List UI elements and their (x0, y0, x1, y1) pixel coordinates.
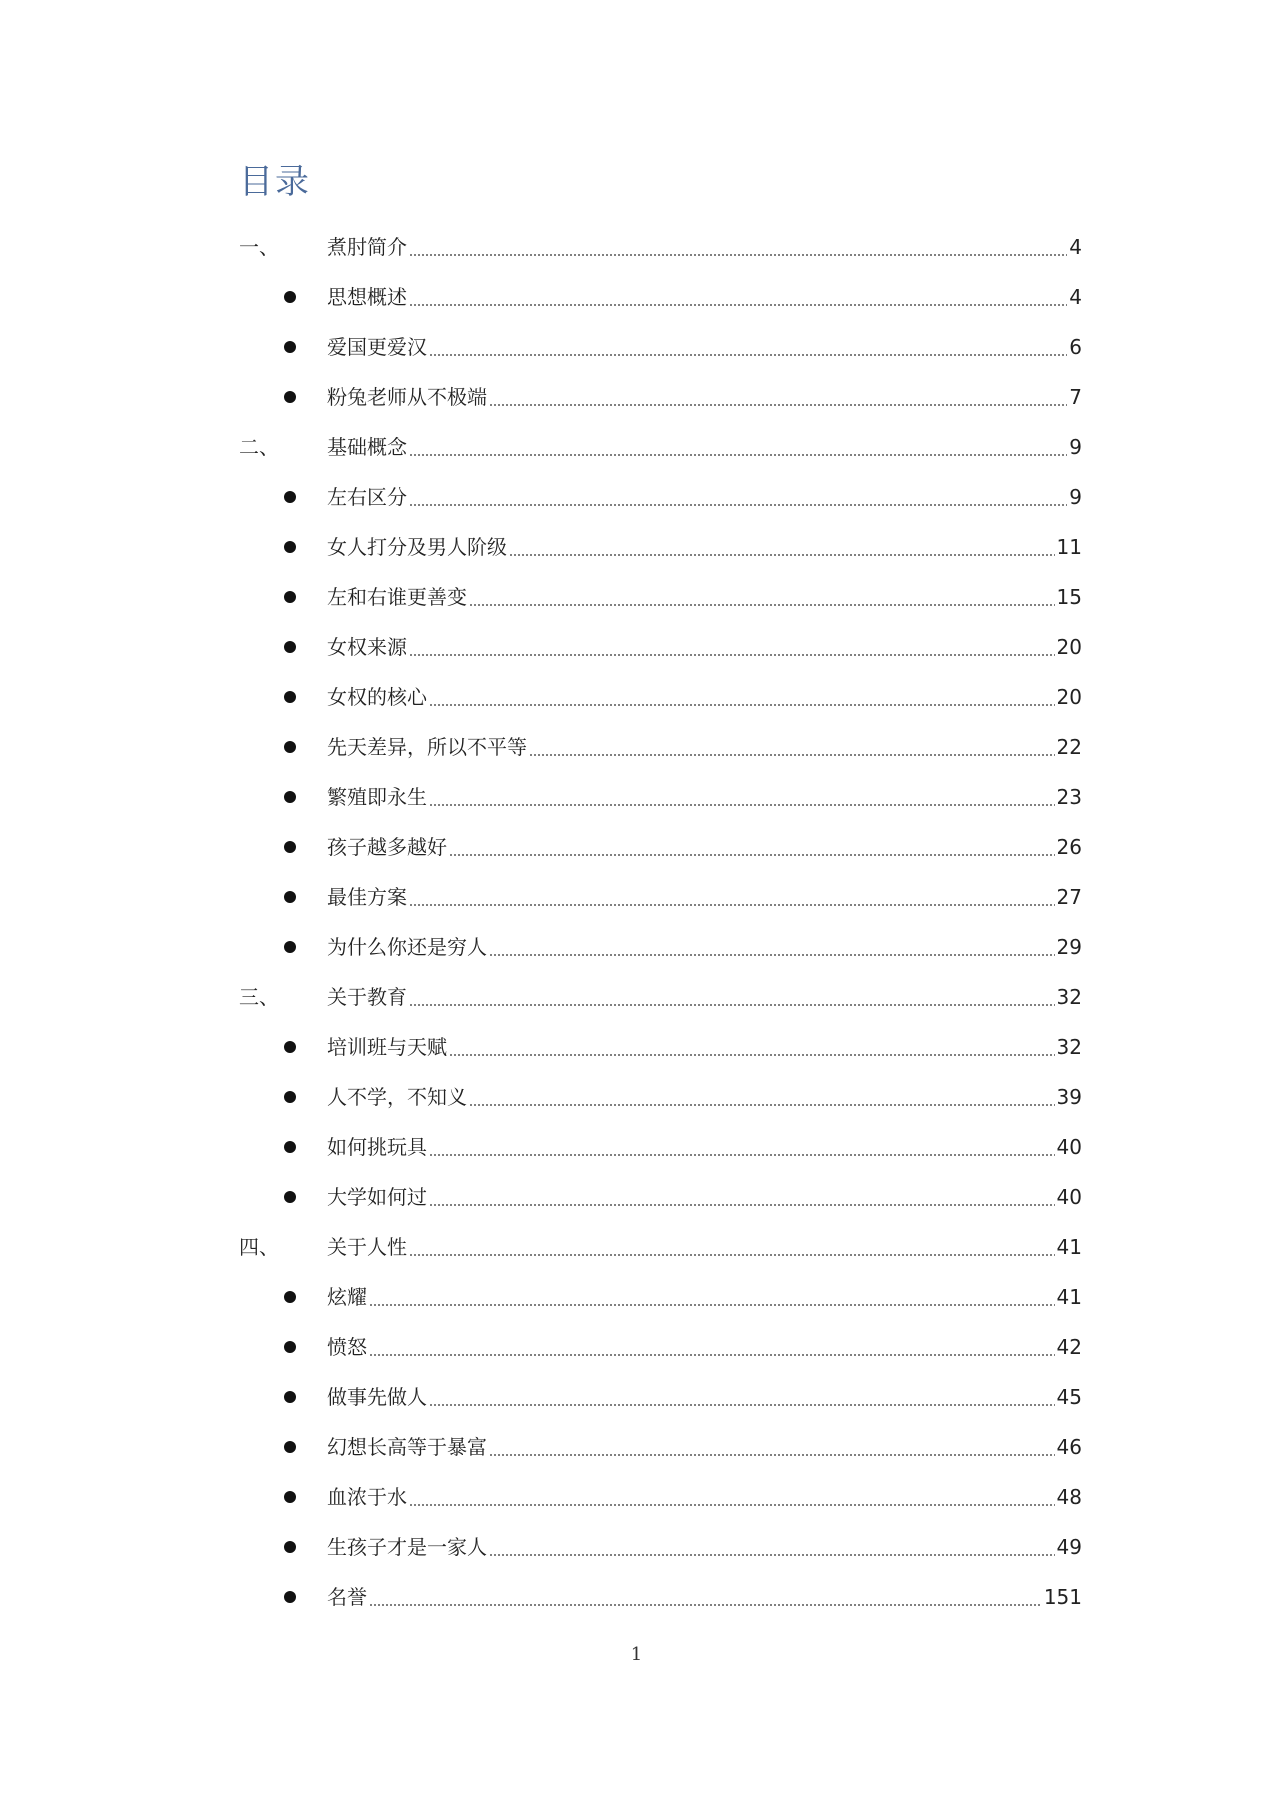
toc-chapter-entry[interactable] (239, 422, 1082, 472)
toc-page-number: 15 (1056, 585, 1082, 609)
toc-section-entry[interactable] (239, 522, 1082, 572)
bullet-icon (239, 584, 327, 610)
toc-section-entry[interactable] (239, 1122, 1082, 1172)
toc-entry-title: 繁殖即永生 (327, 785, 427, 809)
dot-leader (369, 1604, 1042, 1606)
toc-section-entry[interactable] (239, 722, 1082, 772)
bullet-dot (284, 741, 296, 753)
toc-page-number: 9 (1069, 435, 1082, 459)
bullet-icon (239, 1334, 327, 1360)
toc-chapter-entry[interactable] (239, 972, 1082, 1022)
bullet-icon (239, 734, 327, 760)
dot-leader (409, 654, 1055, 656)
toc-page-number: 49 (1056, 1535, 1082, 1559)
bullet-dot (284, 1341, 296, 1353)
toc-entry-title: 粉兔老师从不极端 (327, 385, 487, 409)
toc-chapter-entry[interactable] (239, 222, 1082, 272)
dot-leader (409, 504, 1067, 506)
dot-leader (489, 1554, 1055, 1556)
dot-leader (429, 1204, 1055, 1206)
toc-section-entry[interactable] (239, 1422, 1082, 1472)
bullet-dot (284, 291, 296, 303)
bullet-icon (239, 484, 327, 510)
dot-leader (369, 1304, 1055, 1306)
toc-page-number: 7 (1069, 385, 1082, 409)
bullet-dot (284, 1041, 296, 1053)
toc-title: 目录 (239, 162, 311, 202)
bullet-dot (284, 691, 296, 703)
toc-section-entry[interactable] (239, 1022, 1082, 1072)
toc-page-number: 22 (1056, 735, 1082, 759)
toc-page-number: 26 (1056, 835, 1082, 859)
dot-leader (489, 404, 1067, 406)
bullet-icon (239, 834, 327, 860)
toc-page-number: 20 (1056, 635, 1082, 659)
toc-section-entry[interactable] (239, 1172, 1082, 1222)
bullet-icon (239, 334, 327, 360)
toc-page-number: 20 (1056, 685, 1082, 709)
bullet-icon (239, 1434, 327, 1460)
toc-entry-title: 孩子越多越好 (327, 835, 447, 859)
toc-entry-title: 最佳方案 (327, 885, 407, 909)
bullet-dot (284, 1291, 296, 1303)
toc-page-number: 9 (1069, 485, 1082, 509)
bullet-dot (284, 1391, 296, 1403)
dot-leader (489, 954, 1055, 956)
bullet-dot (284, 1191, 296, 1203)
toc-section-entry[interactable] (239, 1372, 1082, 1422)
dot-leader (429, 354, 1067, 356)
dot-leader (429, 804, 1055, 806)
dot-leader (449, 1054, 1055, 1056)
toc-page-number: 42 (1056, 1335, 1082, 1359)
dot-leader (469, 1104, 1055, 1106)
bullet-dot (284, 1141, 296, 1153)
toc-entry-title: 左右区分 (327, 485, 407, 509)
toc-entry-title: 幻想长高等于暴富 (327, 1435, 487, 1459)
toc-entry-title: 关于教育 (327, 985, 407, 1009)
toc-page-number: 40 (1056, 1135, 1082, 1159)
bullet-icon (239, 1284, 327, 1310)
toc-section-entry[interactable] (239, 872, 1082, 922)
bullet-dot (284, 491, 296, 503)
toc-page-number: 32 (1056, 1035, 1082, 1059)
bullet-dot (284, 841, 296, 853)
dot-leader (449, 854, 1055, 856)
toc-page-number: 41 (1056, 1235, 1082, 1259)
dot-leader (409, 304, 1067, 306)
bullet-icon (239, 1534, 327, 1560)
toc-entry-title: 先天差异，所以不平等 (327, 735, 527, 759)
toc-entry-title: 炫耀 (327, 1285, 367, 1309)
toc-entry-title: 思想概述 (327, 285, 407, 309)
bullet-dot (284, 1091, 296, 1103)
toc-list (239, 222, 1082, 1622)
dot-leader (409, 454, 1067, 456)
toc-section-entry[interactable] (239, 1272, 1082, 1322)
toc-section-entry[interactable] (239, 472, 1082, 522)
toc-page-number: 46 (1056, 1435, 1082, 1459)
toc-entry-title: 培训班与天赋 (327, 1035, 447, 1059)
page-number: 1 (630, 1644, 643, 1665)
toc-entry-title: 为什么你还是穷人 (327, 935, 487, 959)
toc-section-entry[interactable] (239, 572, 1082, 622)
toc-page-number: 4 (1069, 235, 1082, 259)
dot-leader (529, 754, 1055, 756)
bullet-icon (239, 934, 327, 960)
bullet-icon (239, 634, 327, 660)
dot-leader (409, 1504, 1055, 1506)
bullet-icon (239, 284, 327, 310)
toc-entry-title: 左和右谁更善变 (327, 585, 467, 609)
toc-entry-title: 血浓于水 (327, 1485, 407, 1509)
dot-leader (429, 1154, 1055, 1156)
chapter-number: 一、 (239, 235, 279, 259)
toc-page-number: 4 (1069, 285, 1082, 309)
toc-entry-title: 女权来源 (327, 635, 407, 659)
toc-entry-title: 大学如何过 (327, 1185, 427, 1209)
toc-section-entry[interactable] (239, 772, 1082, 822)
toc-section-entry[interactable] (239, 1572, 1082, 1622)
bullet-icon (239, 1584, 327, 1610)
bullet-icon (239, 534, 327, 560)
toc-entry-title: 愤怒 (327, 1335, 367, 1359)
dot-leader (409, 254, 1067, 256)
bullet-dot (284, 1441, 296, 1453)
toc-page-number: 41 (1056, 1285, 1082, 1309)
toc-section-entry[interactable] (239, 1322, 1082, 1372)
bullet-dot (284, 341, 296, 353)
dot-leader (429, 704, 1055, 706)
toc-entry-title: 关于人性 (327, 1235, 407, 1259)
toc-page-number: 39 (1056, 1085, 1082, 1109)
bullet-dot (284, 941, 296, 953)
chapter-number: 四、 (239, 1235, 279, 1259)
dot-leader (509, 554, 1055, 556)
bullet-dot (284, 591, 296, 603)
toc-page-number: 45 (1056, 1385, 1082, 1409)
toc-page-number: 27 (1056, 885, 1082, 909)
toc-page-number: 29 (1056, 935, 1082, 959)
toc-entry-title: 人不学，不知义 (327, 1085, 467, 1109)
dot-leader (469, 604, 1055, 606)
bullet-icon (239, 1084, 327, 1110)
bullet-icon (239, 1134, 327, 1160)
bullet-icon (239, 784, 327, 810)
bullet-dot (284, 1491, 296, 1503)
dot-leader (429, 1404, 1055, 1406)
dot-leader (489, 1454, 1055, 1456)
toc-section-entry[interactable] (239, 272, 1082, 322)
toc-entry-title: 做事先做人 (327, 1385, 427, 1409)
toc-entry-title: 如何挑玩具 (327, 1135, 427, 1159)
bullet-icon (239, 1384, 327, 1410)
toc-page-number: 6 (1069, 335, 1082, 359)
toc-entry-title: 爱国更爱汉 (327, 335, 427, 359)
bullet-dot (284, 891, 296, 903)
toc-section-entry[interactable] (239, 1072, 1082, 1122)
toc-entry-title: 名誉 (327, 1585, 367, 1609)
bullet-dot (284, 641, 296, 653)
dot-leader (409, 1004, 1055, 1006)
dot-leader (369, 1354, 1055, 1356)
bullet-icon (239, 1184, 327, 1210)
toc-page-number: 40 (1056, 1185, 1082, 1209)
bullet-dot (284, 541, 296, 553)
toc-section-entry[interactable] (239, 672, 1082, 722)
toc-section-entry[interactable] (239, 322, 1082, 372)
bullet-dot (284, 1591, 296, 1603)
toc-entry-title: 生孩子才是一家人 (327, 1535, 487, 1559)
toc-entry-title: 基础概念 (327, 435, 407, 459)
toc-section-entry[interactable] (239, 1522, 1082, 1572)
toc-page-number: 48 (1056, 1485, 1082, 1509)
bullet-icon (239, 1034, 327, 1060)
bullet-icon (239, 684, 327, 710)
bullet-dot (284, 1541, 296, 1553)
toc-section-entry[interactable] (239, 622, 1082, 672)
toc-page-number: 11 (1056, 535, 1082, 559)
dot-leader (409, 904, 1055, 906)
toc-page-number: 23 (1056, 785, 1082, 809)
toc-section-entry[interactable] (239, 822, 1082, 872)
bullet-dot (284, 391, 296, 403)
toc-section-entry[interactable] (239, 922, 1082, 972)
toc-entry-title: 煮肘简介 (327, 235, 407, 259)
toc-entry-title: 女权的核心 (327, 685, 427, 709)
chapter-number: 二、 (239, 435, 279, 459)
bullet-dot (284, 791, 296, 803)
bullet-icon (239, 384, 327, 410)
toc-entry-title: 女人打分及男人阶级 (327, 535, 507, 559)
toc-page-number: 151 (1043, 1585, 1082, 1609)
bullet-icon (239, 1484, 327, 1510)
chapter-number: 三、 (239, 985, 279, 1009)
toc-chapter-entry[interactable] (239, 1222, 1082, 1272)
toc-page-number: 32 (1056, 985, 1082, 1009)
toc-section-entry[interactable] (239, 1472, 1082, 1522)
bullet-icon (239, 884, 327, 910)
toc-section-entry[interactable] (239, 372, 1082, 422)
dot-leader (409, 1254, 1055, 1256)
